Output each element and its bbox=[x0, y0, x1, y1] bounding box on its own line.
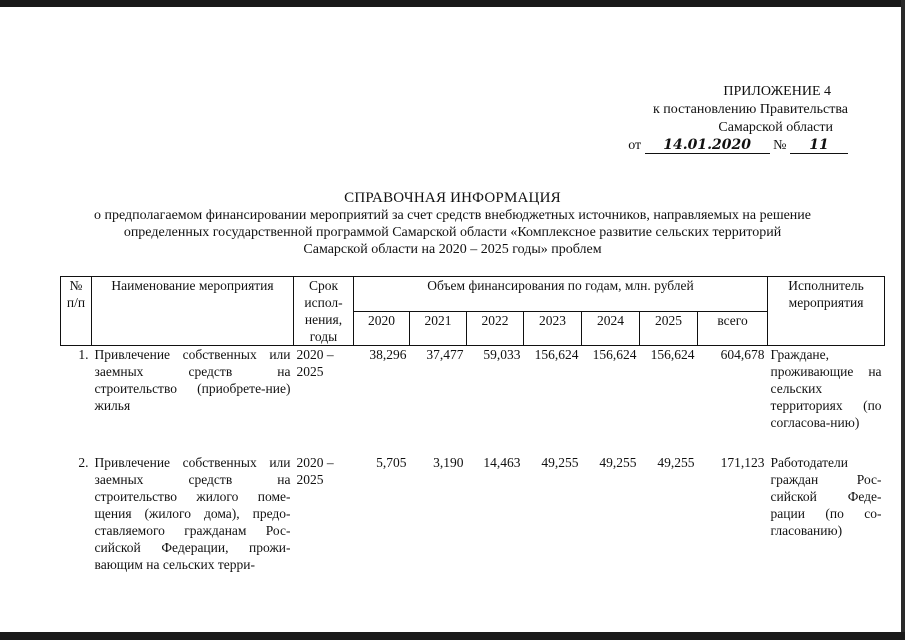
scan-top-edge bbox=[0, 0, 905, 7]
appendix-region-line: Самарской области bbox=[718, 120, 833, 135]
scan-bottom-edge bbox=[0, 632, 905, 640]
executor: Граждане, проживающие на сельских территориях (по согласова-нию) bbox=[770, 347, 882, 430]
header-funding: Объем финансирования по годам, млн. рублей bbox=[354, 277, 768, 312]
header-executor: Исполнитель мероприятия bbox=[768, 277, 885, 346]
header-year-2025: 2025 bbox=[640, 311, 698, 346]
table-row bbox=[61, 346, 885, 455]
value-2020: 5,705 bbox=[376, 455, 407, 470]
value-2025: 156,624 bbox=[650, 347, 695, 362]
value-2022: 59,033 bbox=[483, 347, 521, 362]
document-subtitle-line-2: определенных государственной программой Самарской области «Комплексное развитие сельских территорий bbox=[123, 225, 782, 240]
header-year-2021: 2021 bbox=[410, 311, 467, 346]
header-term-top: Срок испол- bbox=[294, 277, 354, 312]
term-years: 2020 – 2025 bbox=[296, 455, 334, 487]
document-subtitle-line-3: Самарской области на 2020 – 2025 годы» проблем bbox=[303, 242, 602, 257]
value-2024: 49,255 bbox=[599, 455, 637, 470]
activity-name: Привлечение собственных или заемных средств на строительство жилого поме-щения (жилого дома), предо-ставляемого гражданам Рос-сийской Федерации, прожи-вающим на сельских терри- bbox=[94, 455, 291, 572]
row-number: 1. bbox=[78, 347, 89, 362]
value-2023: 156,624 bbox=[534, 347, 579, 362]
value-2021: 37,477 bbox=[426, 347, 464, 362]
value-2023: 49,255 bbox=[541, 455, 579, 470]
header-row-number: № п/п bbox=[61, 277, 92, 346]
appendix-title: ПРИЛОЖЕНИЕ 4 bbox=[723, 84, 831, 99]
header-year-2023: 2023 bbox=[524, 311, 582, 346]
handwritten-number: 11 bbox=[790, 137, 848, 154]
header-year-2022: 2022 bbox=[467, 311, 524, 346]
funding-table bbox=[60, 276, 885, 573]
header-activity-name: Наименование мероприятия bbox=[92, 277, 294, 346]
scan-right-edge bbox=[901, 0, 905, 640]
value-2022: 14,463 bbox=[483, 455, 521, 470]
header-year-2024: 2024 bbox=[582, 311, 640, 346]
row-number: 2. bbox=[78, 455, 89, 470]
value-2021: 3,190 bbox=[433, 455, 464, 470]
header-total: всего bbox=[698, 311, 768, 346]
header-year-2020: 2020 bbox=[354, 311, 410, 346]
appendix-date-number-line bbox=[628, 137, 848, 155]
activity-name: Привлечение собственных или заемных средств на строительство (приобрете-ние) жилья bbox=[94, 347, 291, 413]
appendix-decree-line: к постановлению Правительства bbox=[652, 102, 848, 117]
number-prefix: № bbox=[773, 138, 787, 153]
value-2025: 49,255 bbox=[657, 455, 695, 470]
date-prefix: от bbox=[628, 138, 642, 153]
value-2024: 156,624 bbox=[592, 347, 637, 362]
value-total: 171,123 bbox=[720, 455, 765, 470]
appendix-block bbox=[628, 83, 848, 155]
value-2020: 38,296 bbox=[369, 347, 407, 362]
executor: Работодатели граждан Рос-сийской Феде-рации (по со-гласованию) bbox=[770, 455, 882, 538]
handwritten-date: 14.01.2020 bbox=[645, 137, 770, 154]
header-term-bottom: нения, годы bbox=[294, 311, 354, 346]
table-row bbox=[61, 454, 885, 573]
document-heading bbox=[0, 190, 905, 258]
term-years: 2020 – 2025 bbox=[296, 347, 334, 379]
document-title: СПРАВОЧНАЯ ИНФОРМАЦИЯ bbox=[344, 190, 561, 206]
value-total: 604,678 bbox=[720, 347, 765, 362]
document-subtitle-line-1: о предполагаемом финансировании мероприятий за счет средств внебюджетных источников, направляемых на решение bbox=[93, 208, 812, 223]
